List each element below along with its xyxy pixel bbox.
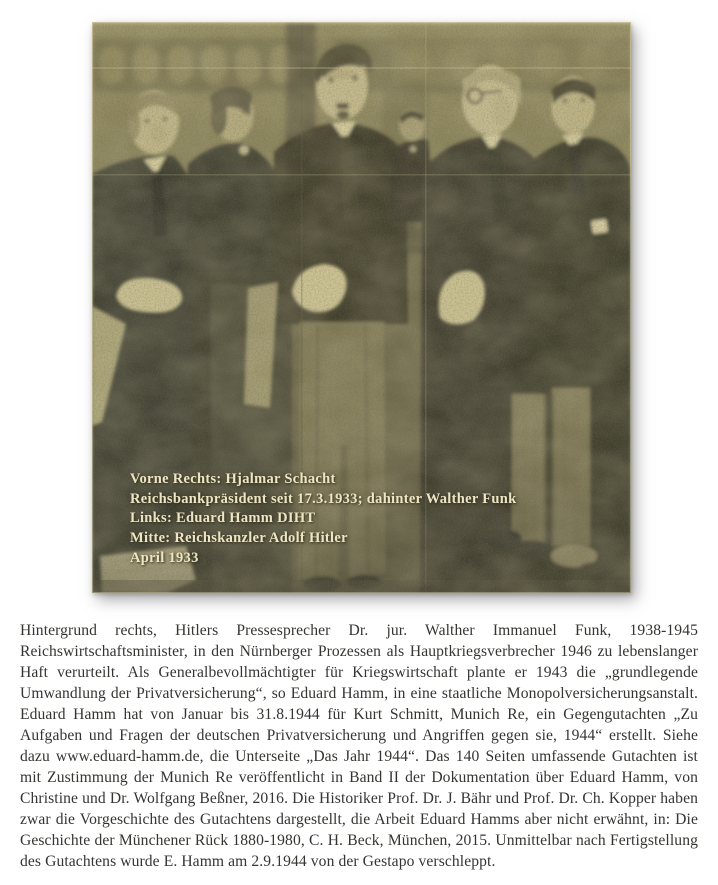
caption-line-front-right: Vorne Rechts: Hjalmar Schacht bbox=[130, 471, 336, 487]
caption-line-left: Links: Eduard Hamm DIHT bbox=[130, 510, 316, 527]
caption-line-reichsbank: Reichsbankpräsident seit 17.3.1933; dahinter Walther Funk bbox=[130, 490, 517, 507]
caption-line-middle: Mitte: Reichskanzler Adolf Hitler bbox=[130, 530, 348, 547]
historical-photograph bbox=[92, 22, 631, 593]
photo-caption bbox=[130, 470, 517, 569]
caption-line-date: April 1933 bbox=[130, 549, 199, 566]
article-paragraph: Hintergrund rechts, Hitlers Pressesprecher Dr. jur. Walther Immanuel Funk, 1938-1945 Reichswirtschaftsminister, in den Nürnberger Prozessen als Hauptkriegsverbrecher 1946 zu lebenslanger Haft verurteilt. Als Generalbevollmächtigter für Kriegswirtschaft plante er 1943 die „grundlegende Umwandlung der Privatversicherung“, so Eduard Hamm, in eine staatliche Monopolversicherungsanstalt. Eduard Hamm hat von Januar bis 31.8.1944 für Kurt Schmitt, Munich Re, ein Gegengutachten „Zu Aufgaben und Fragen der deutschen Privatversicherung und Angriffen gegen sie, 1944“ erstellt. Siehe dazu www.eduard-hamm.de, die Unterseite „Das Jahr 1944“. Das 140 Seiten umfassende Gutachten ist mit Zustimmung der Munich Re veröffentlicht in Band II der Dokumentation über Eduard Hamm, von Christine und Dr. Wolfgang Beßner, 2016. Die Historiker Prof. Dr. J. Bähr und Prof. Dr. Ch. Kopper haben zwar die Vorgeschichte des Gutachtens dargestellt, die Arbeit Eduard Hamms aber nicht erwähnt, in: Die Geschichte der Münchener Rück 1880-1980, C. H. Beck, München, 2015. Unmittelbar nach Fertigstellung des Gutachtens wurde E. Hamm am 2.9.1944 von der Gestapo verschleppt. bbox=[20, 622, 698, 870]
